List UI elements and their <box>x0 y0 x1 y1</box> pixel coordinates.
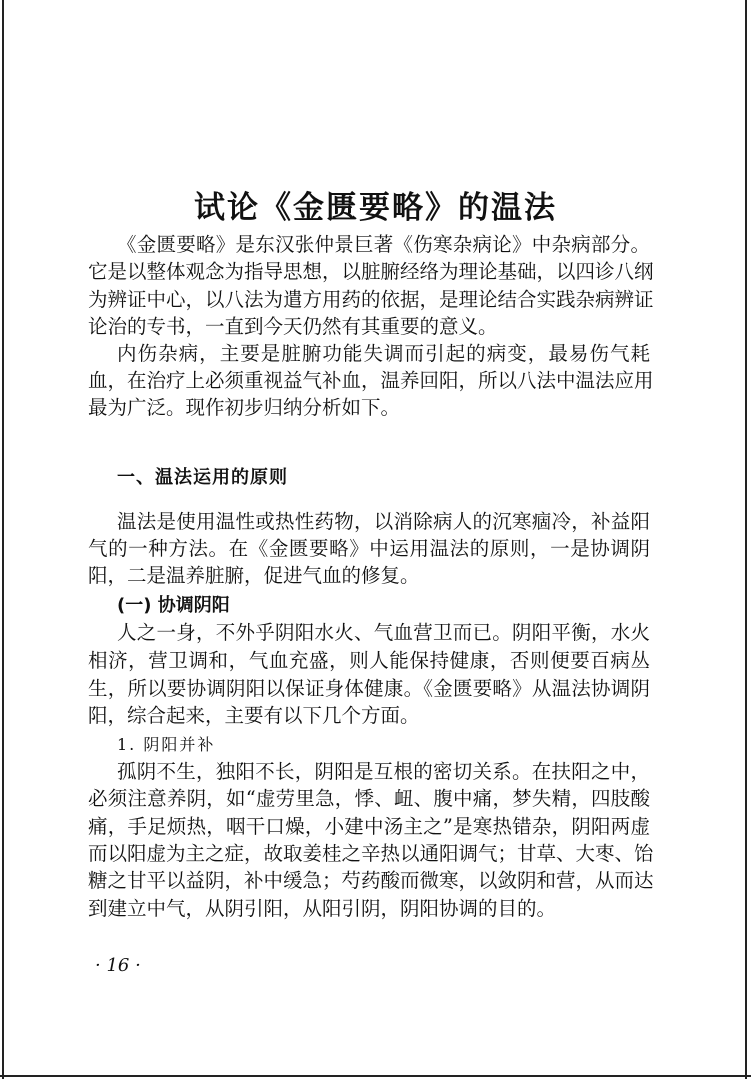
text-line: 温法是使用温性或热性药物，以消除病人的沉寒痼冷，补益阳 <box>117 510 650 533</box>
page-border-left <box>2 0 4 1079</box>
text-line: 而以阳虚为主之症，故取姜桂之辛热以通阳调气；甘草、大枣、饴 <box>88 842 654 865</box>
text-line: 《金匮要略》是东汉张仲景巨著《伤寒杂病论》中杂病部分。 <box>117 233 650 256</box>
page-number: · 16 · <box>95 955 141 976</box>
text-line: 相济，营卫调和，气血充盛，则人能保持健康，否则便要百病丛 <box>88 649 650 672</box>
section-heading: 一、温法运用的原则 <box>117 467 288 488</box>
text-line: 糖之甘平以益阴，补中缓急；芍药酸而微寒，以敛阴和营，从而达 <box>88 869 654 892</box>
page-border-bottom <box>0 1075 751 1077</box>
text-line: 为辨证中心，以八法为遣方用药的依据，是理论结合实践杂病辨证 <box>88 288 654 311</box>
text-line: 到建立中气，从阴引阳，从阳引阴，阴阳协调的目的。 <box>88 897 557 920</box>
text-line: 人之一身，不外乎阴阳水火、气血营卫而已。阴阳平衡，水火 <box>117 621 650 644</box>
text-line: 必须注意养阴，如“虚劳里急，悸、衄、腹中痛，梦失精，四肢酸 <box>88 787 650 810</box>
section-heading: (一) 协调阴阳 <box>117 595 230 616</box>
text-line: 内伤杂病，主要是脏腑功能失调而引起的病变，最易伤气耗 <box>117 342 650 365</box>
text-line: 生，所以要协调阴阳以保证身体健康。《金匮要略》从温法协调阴 <box>88 677 650 700</box>
text-line: 痛，手足烦热，咽干口燥，小建中汤主之”是寒热错杂，阴阳两虚 <box>88 815 650 838</box>
text-line: 阳，二是温养脏腑，促进气血的修复。 <box>88 564 420 587</box>
page-title: 试论《金匮要略》的温法 <box>194 190 557 226</box>
text-line: 气的一种方法。在《金匮要略》中运用温法的原则，一是协调阴 <box>88 537 650 560</box>
text-line: 它是以整体观念为指导思想，以脏腑经络为理论基础，以四诊八纲 <box>88 260 654 283</box>
text-line: 最为广泛。现作初步归纳分析如下。 <box>88 396 401 419</box>
text-line: 阳，综合起来，主要有以下几个方面。 <box>88 704 420 727</box>
text-line: 论治的专书，一直到今天仍然有其重要的意义。 <box>88 315 498 338</box>
page-border-right <box>745 0 747 1079</box>
section-heading: 1. 阴阳并补 <box>117 735 216 754</box>
text-line: 孤阴不生，独阳不长，阴阳是互根的密切关系。在扶阳之中， <box>117 760 650 783</box>
text-line: 血，在治疗上必须重视益气补血，温养回阳，所以八法中温法应用 <box>88 369 654 392</box>
